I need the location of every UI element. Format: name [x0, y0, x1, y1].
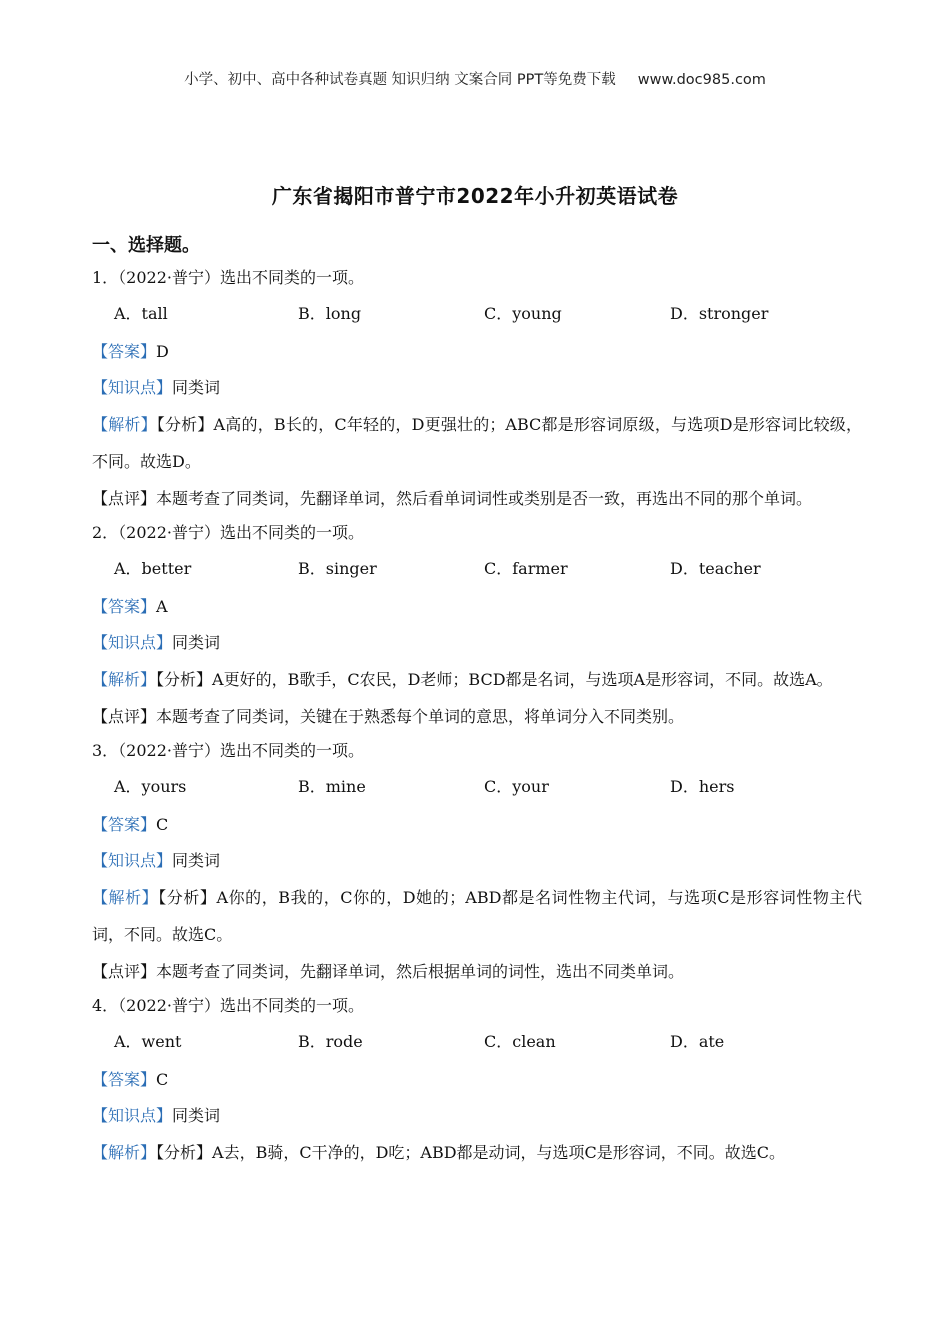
option-b: B．rode	[298, 1032, 363, 1051]
knowledge-label: 【知识点】	[92, 633, 173, 652]
option-a: A．tall	[114, 304, 168, 323]
analysis-text: 【分析】A去，B骑，C干净的，D吃；ABD都是动词，与选项C是形容词，不同。故选C。	[156, 1143, 786, 1162]
question-stem: 2．（2022·普宁）选出不同类的一项。	[92, 523, 364, 542]
option-c: C．young	[484, 304, 562, 323]
analysis-label: 【解析】	[92, 415, 157, 434]
question-options	[92, 767, 862, 807]
answer-label: 【答案】	[92, 342, 157, 361]
option-c: C．your	[484, 777, 549, 796]
answer-value: C	[156, 815, 169, 834]
analysis-text: 【分析】A更好的，B歌手，C农民，D老师；BCD都是名词，与选项A是形容词，不同。故选A。	[156, 670, 833, 689]
option-a: A．better	[114, 559, 192, 578]
comment-line	[92, 953, 862, 990]
analysis-line	[92, 879, 862, 953]
knowledge-value: 同类词	[172, 1106, 221, 1125]
analysis-label: 【解析】	[92, 670, 157, 689]
comment-text: 本题考查了同类词，先翻译单词，然后看单词词性或类别是否一致，再选出不同的那个单词。	[156, 489, 813, 508]
option-b: B．mine	[298, 777, 366, 796]
knowledge-label: 【知识点】	[92, 1106, 173, 1125]
knowledge-line	[92, 843, 862, 879]
answer-value: D	[156, 342, 169, 361]
header-text: 小学、初中、高中各种试卷真题 知识归纳 文案合同 PPT等免费下载	[184, 72, 616, 88]
comment-text: 本题考查了同类词，先翻译单词，然后根据单词的词性，选出不同类单词。	[156, 962, 685, 981]
option-c: C．clean	[484, 1032, 556, 1051]
answer-line	[92, 807, 862, 843]
question-options	[92, 1022, 862, 1062]
option-d: D．hers	[670, 777, 735, 796]
document-body	[92, 230, 862, 1171]
analysis-text: 【分析】A高的，B长的，C年轻的，D更强壮的；ABC都是形容词原级，与选项D是形容词比较级，不同。故选D。	[92, 415, 862, 471]
answer-label: 【答案】	[92, 597, 157, 616]
answer-value: A	[156, 597, 168, 616]
question-stem: 1．（2022·普宁）选出不同类的一项。	[92, 268, 364, 287]
knowledge-value: 同类词	[172, 378, 221, 397]
comment-line	[92, 480, 862, 517]
answer-label: 【答案】	[92, 1070, 157, 1089]
section-title: 一、选择题。	[92, 235, 200, 256]
analysis-line	[92, 1134, 862, 1171]
answer-line	[92, 589, 862, 625]
analysis-label: 【解析】	[92, 888, 159, 907]
question-options	[92, 549, 862, 589]
answer-line	[92, 1062, 862, 1098]
option-d: D．teacher	[670, 559, 761, 578]
option-b: B．long	[298, 304, 362, 323]
answer-label: 【答案】	[92, 815, 157, 834]
option-b: B．singer	[298, 559, 377, 578]
knowledge-value: 同类词	[172, 851, 221, 870]
question-stem: 3．（2022·普宁）选出不同类的一项。	[92, 741, 364, 760]
answer-line	[92, 334, 862, 370]
answer-value: C	[156, 1070, 169, 1089]
question-stem: 4．（2022·普宁）选出不同类的一项。	[92, 996, 364, 1015]
question-3	[92, 735, 862, 990]
analysis-line	[92, 406, 862, 480]
knowledge-label: 【知识点】	[92, 378, 173, 397]
comment-line	[92, 698, 862, 735]
analysis-text: 【分析】A你的，B我的，C你的，D她的；ABD都是名词性物主代词，与选项C是形容词性物主代词，不同。故选C。	[92, 888, 862, 944]
knowledge-line	[92, 625, 862, 661]
comment-label: 【点评】	[92, 962, 157, 981]
option-a: A．yours	[114, 777, 187, 796]
document-title: 广东省揭阳市普宁市2022年小升初英语试卷	[271, 184, 679, 208]
comment-label: 【点评】	[92, 489, 157, 508]
comment-text: 本题考查了同类词，关键在于熟悉每个单词的意思，将单词分入不同类别。	[156, 707, 685, 726]
option-a: A．went	[114, 1032, 182, 1051]
question-4	[92, 990, 862, 1171]
option-c: C．farmer	[484, 559, 568, 578]
page-header	[0, 68, 950, 89]
analysis-line	[92, 661, 862, 698]
question-2	[92, 517, 862, 735]
question-options	[92, 294, 862, 334]
knowledge-value: 同类词	[172, 633, 221, 652]
option-d: D．ate	[670, 1032, 725, 1051]
header-site-link[interactable]: www.doc985.com	[637, 72, 766, 88]
knowledge-line	[92, 370, 862, 406]
analysis-label: 【解析】	[92, 1143, 157, 1162]
question-1	[92, 262, 862, 517]
knowledge-line	[92, 1098, 862, 1134]
option-d: D．stronger	[670, 304, 769, 323]
comment-label: 【点评】	[92, 707, 157, 726]
knowledge-label: 【知识点】	[92, 851, 173, 870]
